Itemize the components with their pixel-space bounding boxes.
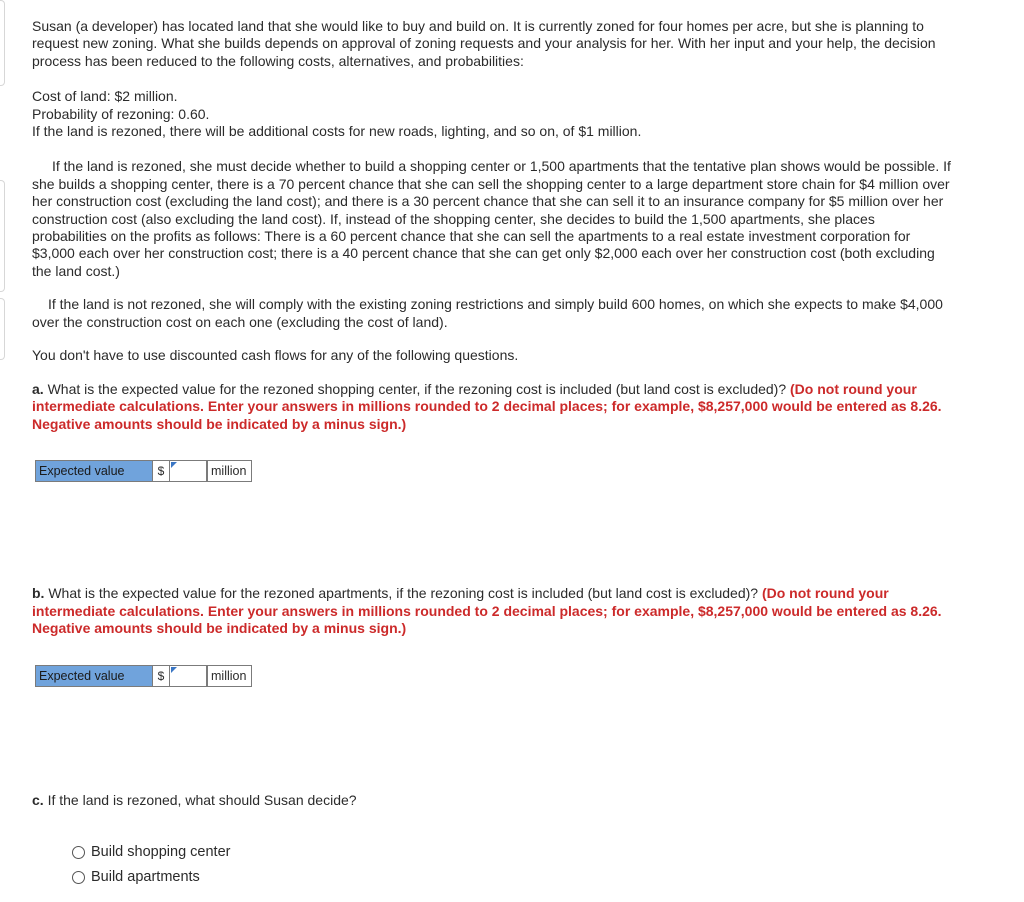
answer-a-row [35, 460, 952, 482]
input-marker-icon [171, 667, 177, 673]
unit-label: million [207, 460, 252, 482]
question-b-lead: b. [32, 585, 45, 602]
expected-value-label: Expected value [35, 665, 153, 687]
question-a-text: What is the expected value for the rezoned shopping center, if the rezoning cost is included (but land cost is excluded)? [43, 380, 791, 397]
probability-of-rezoning: Probability of rezoning: 0.60. [32, 105, 210, 122]
cost-of-land: Cost of land: $2 million. [32, 88, 178, 105]
question-a [32, 381, 952, 434]
question-a-note: (Do not round your intermediate calculations. Enter your answers in millions rounded to 2 decimal places; for example, $8,257,000 would be entered as 8.26. Negative amounts should be indicated by a minus sign.) [32, 380, 942, 432]
input-marker-icon [171, 462, 177, 468]
not-rezoned-paragraph: If the land is not rezoned, she will comply with the existing zoning restrictions and simply build 600 homes, on which she expects to make $4,000 over the construction cost on each one (excluding the cost of land). [32, 296, 943, 330]
discount-note: You don't have to use discounted cash flows for any of the following questions. [32, 347, 519, 364]
question-b [32, 585, 952, 638]
given-values [32, 88, 952, 140]
left-edge-tab [0, 0, 5, 86]
question-b-text: What is the expected value for the rezoned apartments, if the rezoning cost is included (but land cost is excluded)? [44, 585, 762, 602]
option-shopping-center[interactable] [72, 840, 952, 865]
expected-value-input-b[interactable] [170, 665, 207, 687]
question-b-note: (Do not round your intermediate calculations. Enter your answers in millions rounded to 2 decimal places; for example, $8,257,000 would be entered as 8.26. Negative amounts should be indicated by a minus sign.) [32, 585, 942, 637]
question-c-lead: c. [32, 792, 44, 809]
currency-symbol: $ [153, 665, 170, 687]
answer-b-row [35, 665, 952, 687]
option-label: Build apartments [91, 869, 200, 886]
expected-value-input-a[interactable] [170, 460, 207, 482]
expected-value-label: Expected value [35, 460, 153, 482]
left-edge-tab [0, 298, 5, 360]
left-edge-tab [0, 180, 5, 292]
radio-button[interactable] [72, 871, 85, 884]
currency-symbol: $ [153, 460, 170, 482]
unit-label: million [207, 665, 252, 687]
question-content [32, 18, 952, 890]
option-apartments[interactable] [72, 865, 952, 890]
question-a-lead: a. [32, 380, 44, 397]
problem-intro: Susan (a developer) has located land that she would like to buy and build on. It is currently zoned for four homes per acre, but she is planning to request new zoning. What she builds depends on approval of zoning requests and your analysis for her. With her input and your help, the decision process has been reduced to the following costs, alternatives, and probabilities: [32, 18, 936, 69]
question-c-text: If the land is rezoned, what should Susan decide? [43, 792, 357, 809]
option-label: Build shopping center [91, 844, 231, 861]
question-c [32, 792, 952, 810]
radio-button[interactable] [72, 846, 85, 859]
rezoned-paragraph: If the land is rezoned, she must decide whether to build a shopping center or 1,500 apartments that the tentative plan shows would be possible. If she builds a shopping center, there is a 70 percent chance that she can sell the shopping center to a large department store chain for $4 million over her construction cost (excluding the land cost); and there is a 30 percent chance that she can sell it to an insurance company for $5 million over her construction cost (also excluding the land cost). If, instead of the shopping center, she decides to build the 1,500 apartments, she places probabilities on the profits as follows: There is a 60 percent chance that she can sell the apartments to a real estate investment corporation for $3,000 each over her construction cost; there is a 40 percent chance that she can get only $2,000 each over her construction cost (both excluding the land cost.) [32, 158, 951, 279]
additional-costs: If the land is rezoned, there will be additional costs for new roads, lighting, and so on, of $1 million. [32, 123, 642, 140]
